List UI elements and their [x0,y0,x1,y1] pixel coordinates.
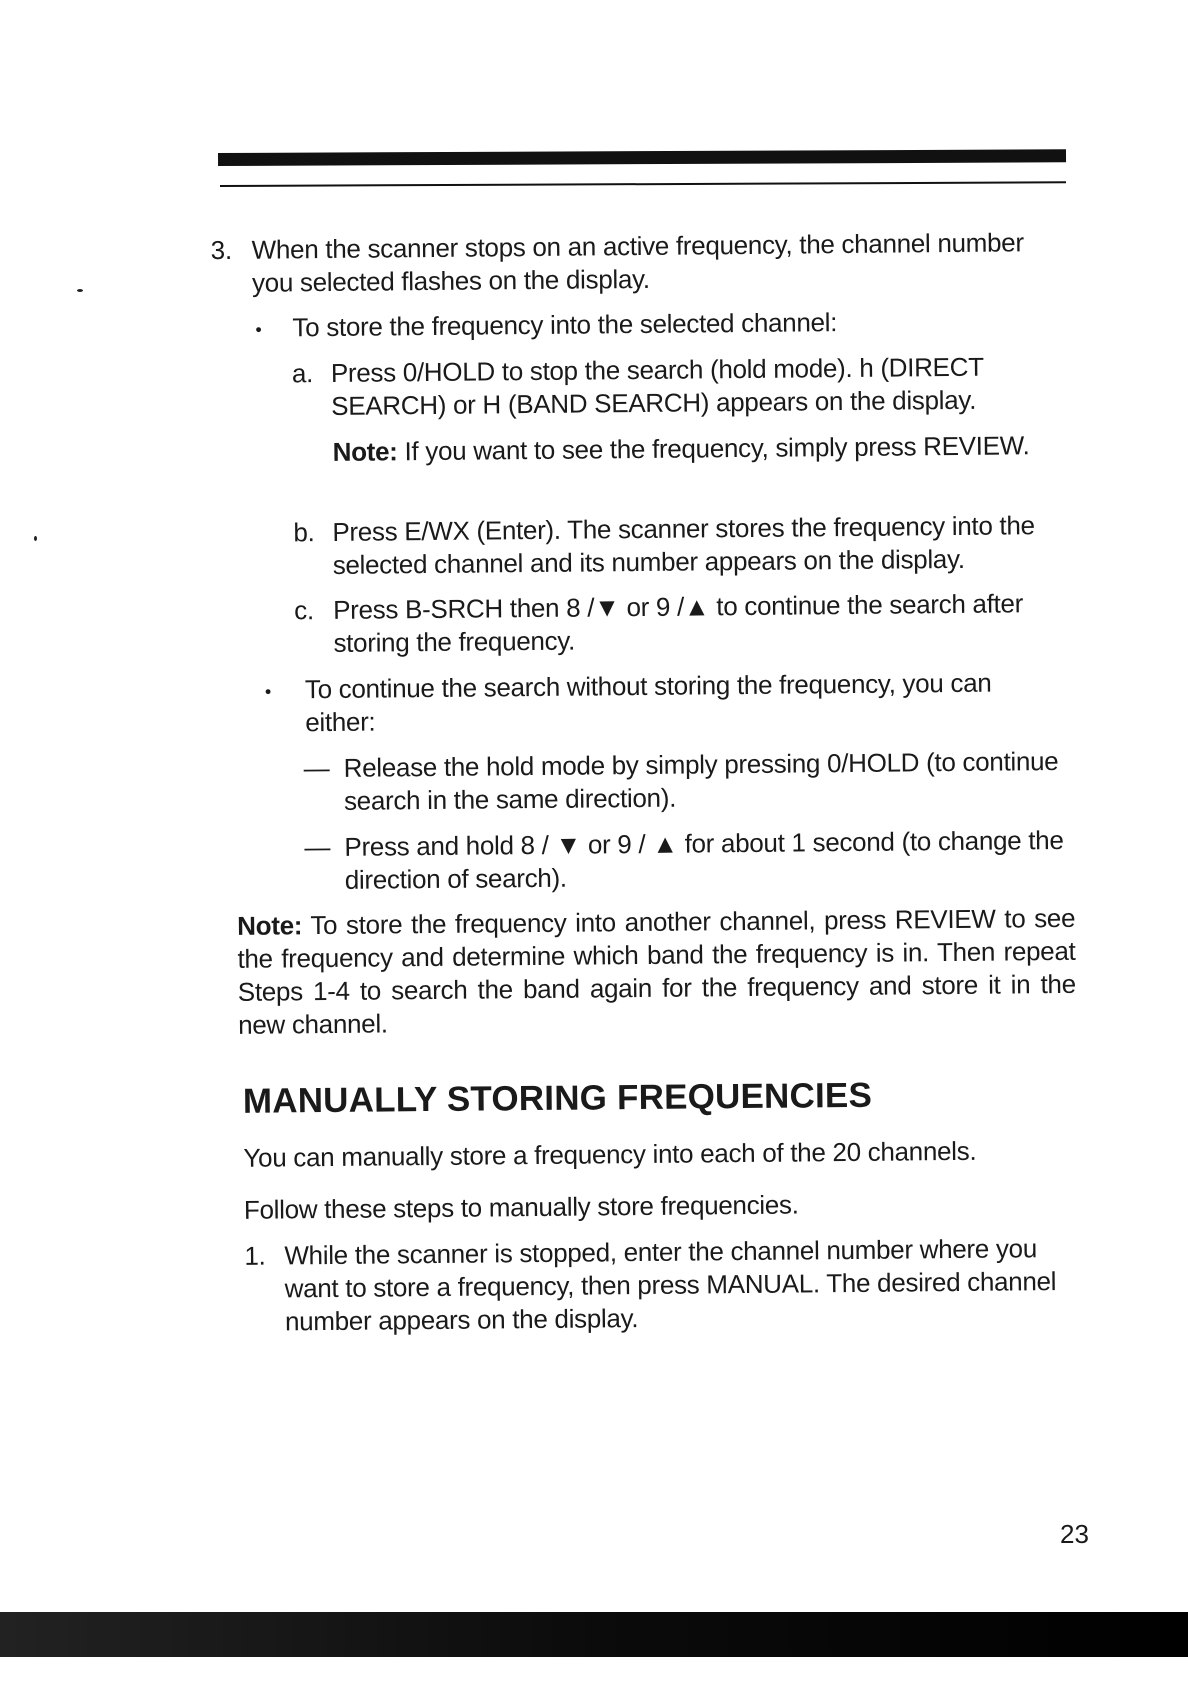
substep-letter: c. [294,595,314,626]
dash-marker: — [304,831,331,863]
bullet-text: To continue the search without storing the frequency, you can either: [304,667,992,738]
substep-c [294,587,1067,660]
substep-letter: b. [293,517,315,548]
step-text: While the scanner is stopped, enter the channel number where you want to store a frequency, then press MANUAL. The desired channel number appears on the display. [284,1233,1057,1337]
substep-a [292,350,1065,423]
note-label: Note: [332,436,398,467]
bullet-continue [265,666,1066,740]
substep-text: Press E/WX (Enter). The scanner stores the frequency into the selected channel and its number appears on the display. [332,510,1035,580]
step-number: 1. [244,1240,266,1271]
dash-text: Press and hold 8 / ▼ or 9 / ▲ for about 1 second (to change the direction of search). [344,824,1064,895]
note-text: To store the frequency into another channel, press REVIEW to see the frequency and determine which band the frequency is in. Then repeat Steps 1-4 to search the band again for the frequency and store it in the new channel. [237,902,1076,1040]
section-paragraph: You can manually store a frequency into each of the 20 channels. [243,1135,977,1173]
dash-release [304,745,1075,818]
bottom-scan-edge [0,1612,1188,1657]
step-number: 3. [210,234,232,266]
substep-b [293,509,1066,582]
dash-text: Release the hold mode by simply pressing 0/HOLD (to continue search in the same direction). [343,745,1059,816]
step-3 [211,226,1062,300]
bullet-store [255,304,1055,345]
section-heading: MANUALLY STORING FREQUENCIES [242,1075,873,1121]
substep-text: Press 0/HOLD to stop the search (hold mode). h (DIRECT SEARCH) or H (BAND SEARCH) appears on the display. [330,351,984,421]
bullet-marker: • [264,681,272,702]
note-label: Note: [237,910,303,941]
substep-text: Press B-SRCH then 8 /▼ or 9 /▲ to continue the search after storing the frequency. [333,588,1024,658]
dash-marker: — [303,752,330,784]
section-paragraph: Follow these steps to manually store frequencies. [243,1189,799,1225]
substep-letter: a. [291,358,314,389]
bullet-text: To store the frequency into the selected channel: [292,307,838,343]
step-text: When the scanner stops on an active frequency, the channel number you selected flashes on the display. [251,227,1024,298]
page-number: 23 [1060,1519,1089,1549]
bullet-marker: • [255,319,262,340]
step-1 [244,1232,1085,1339]
dash-press [304,824,1075,897]
note-other-channel [237,902,1076,1042]
note-text: If you want to see the frequency, simply press REVIEW. [404,430,1030,467]
note-review [332,429,1064,469]
